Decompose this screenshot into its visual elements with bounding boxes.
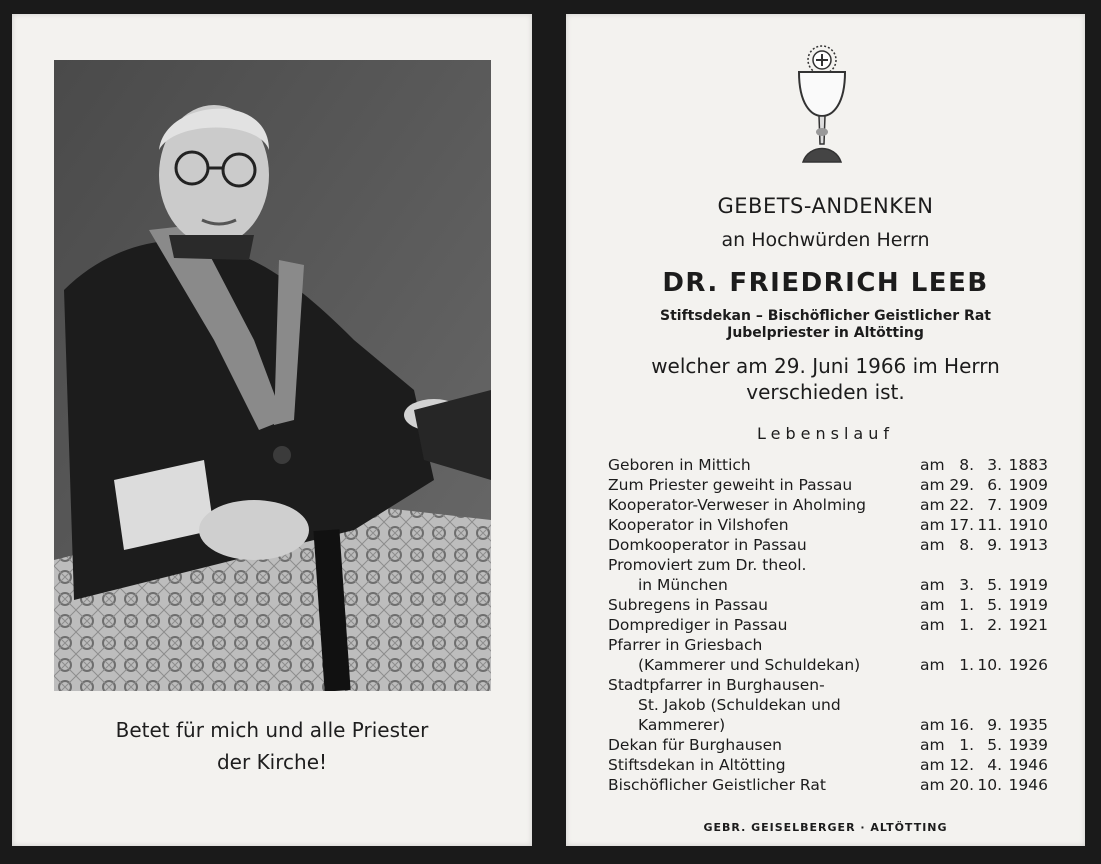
cv-date-year: 1909 — [1008, 476, 1048, 494]
death-notice-line: verschieden ist. — [746, 380, 905, 404]
cv-date-am: am — [920, 736, 945, 754]
cv-entry — [608, 755, 1048, 775]
cv-entry-line: (Kammerer und Schuldekan) — [638, 656, 861, 674]
cv-entry-date — [920, 575, 1048, 595]
cv-date-day: 1. — [959, 616, 974, 634]
cv-entry-line: Zum Priester geweiht in Passau — [608, 476, 853, 494]
death-notice-line: welcher am 29. Juni 1966 im Herrn — [651, 354, 1000, 378]
cv-date-am: am — [920, 716, 945, 734]
cv-date-am: am — [920, 596, 945, 614]
chalice-icon — [793, 44, 851, 170]
cv-entry-line: Domprediger in Passau — [608, 616, 788, 634]
cv-entry-date — [920, 735, 1048, 755]
cv-entry-line: Bischöflicher Geistlicher Rat — [608, 776, 826, 794]
card-subtitle: an Hochwürden Herrn — [721, 229, 930, 251]
right-card — [566, 14, 1085, 846]
cv-date-month: 6. — [987, 476, 1002, 494]
cv-entry — [608, 535, 1048, 555]
prayer-text — [12, 714, 532, 778]
cv-list — [608, 455, 1048, 795]
cv-date-am: am — [920, 536, 945, 554]
cv-heading: Lebenslauf — [757, 424, 894, 443]
cv-date-year: 1935 — [1008, 716, 1048, 734]
portrait-photo — [54, 60, 491, 691]
cv-date-year: 1946 — [1008, 756, 1048, 774]
cv-entry-line: Promoviert zum Dr. theol. — [608, 556, 807, 574]
cv-entry — [608, 475, 1048, 495]
cv-date-am: am — [920, 656, 945, 674]
cv-entry-date — [920, 615, 1048, 635]
cv-entry-date — [920, 755, 1048, 775]
cv-entry-line: Stadtpfarrer in Burghausen- — [608, 676, 825, 694]
cv-date-day: 1. — [959, 656, 974, 674]
prayer-line: der Kirche! — [216, 750, 328, 774]
cv-date-am: am — [920, 776, 945, 794]
cv-date-day: 8. — [959, 456, 974, 474]
cv-date-month: 11. — [977, 516, 1002, 534]
cv-entry-line: in München — [638, 576, 728, 594]
cv-date-month: 4. — [987, 756, 1002, 774]
cv-date-am: am — [920, 756, 945, 774]
cv-date-month: 3. — [987, 456, 1002, 474]
cv-entry — [608, 495, 1048, 515]
cv-date-day: 20. — [949, 776, 974, 794]
cv-date-year: 1921 — [1008, 616, 1048, 634]
cv-date-year: 1946 — [1008, 776, 1048, 794]
role-line: Jubelpriester in Altötting — [727, 325, 924, 341]
cv-date-month: 2. — [987, 616, 1002, 634]
cv-entry-date — [920, 655, 1048, 675]
cv-date-day: 17. — [949, 516, 974, 534]
cv-entry-date — [920, 535, 1048, 555]
cv-date-year: 1909 — [1008, 496, 1048, 514]
cv-date-month: 5. — [987, 736, 1002, 754]
card-title: GEBETS-ANDENKEN — [717, 194, 934, 218]
cv-entry-date — [920, 475, 1048, 495]
cv-date-am: am — [920, 576, 945, 594]
cv-entry-line: Geboren in Mittich — [608, 456, 751, 474]
cv-date-day: 3. — [959, 576, 974, 594]
cv-entry-date — [920, 595, 1048, 615]
portrait-illustration — [54, 60, 491, 691]
cv-entry — [608, 555, 1048, 595]
cv-entry-line: Domkooperator in Passau — [608, 536, 807, 554]
cv-date-am: am — [920, 476, 945, 494]
cv-date-month: 10. — [977, 776, 1002, 794]
cv-entry — [608, 595, 1048, 615]
cv-date-year: 1919 — [1008, 596, 1048, 614]
cv-date-year: 1926 — [1008, 656, 1048, 674]
cv-date-month: 5. — [987, 576, 1002, 594]
cv-entry — [608, 635, 1048, 675]
cv-date-day: 29. — [949, 476, 974, 494]
cv-date-year: 1919 — [1008, 576, 1048, 594]
cv-date-month: 10. — [977, 656, 1002, 674]
cv-entry-line: Stiftsdekan in Altötting — [608, 756, 786, 774]
cv-date-month: 7. — [987, 496, 1002, 514]
deceased-name: DR. FRIEDRICH LEEB — [662, 268, 989, 298]
cv-entry — [608, 735, 1048, 755]
cv-entry-line: St. Jakob (Schuldekan und — [638, 696, 841, 714]
cv-entry-date — [920, 715, 1048, 735]
cv-entry — [608, 515, 1048, 535]
cv-date-day: 1. — [959, 736, 974, 754]
cv-date-day: 12. — [949, 756, 974, 774]
cv-date-month: 9. — [987, 716, 1002, 734]
cv-date-am: am — [920, 616, 945, 634]
cv-date-day: 22. — [949, 496, 974, 514]
cv-entry-date — [920, 515, 1048, 535]
cv-entry-line: Dekan für Burghausen — [608, 736, 782, 754]
role-line: Stiftsdekan – Bischöflicher Geistlicher Rat — [660, 308, 991, 324]
cv-entry-line: Kooperator in Vilshofen — [608, 516, 789, 534]
cv-entry — [608, 675, 1048, 735]
cv-date-month: 9. — [987, 536, 1002, 554]
cv-entry-date — [920, 455, 1048, 475]
cv-entry-date — [920, 775, 1048, 795]
cv-entry-date — [920, 495, 1048, 515]
cv-entry — [608, 775, 1048, 795]
cv-date-day: 16. — [949, 716, 974, 734]
printer-imprint: GEBR. GEISELBERGER · ALTÖTTING — [703, 821, 948, 834]
cv-entry-line: Pfarrer in Griesbach — [608, 636, 763, 654]
cv-date-year: 1910 — [1008, 516, 1048, 534]
cv-entry-line: Subregens in Passau — [608, 596, 768, 614]
cv-date-am: am — [920, 456, 945, 474]
cv-entry-line: Kammerer) — [638, 716, 726, 734]
cv-date-year: 1913 — [1008, 536, 1048, 554]
cv-date-day: 8. — [959, 536, 974, 554]
left-card — [12, 14, 532, 846]
cv-date-year: 1939 — [1008, 736, 1048, 754]
cv-date-year: 1883 — [1008, 456, 1048, 474]
cv-date-day: 1. — [959, 596, 974, 614]
cv-date-month: 5. — [987, 596, 1002, 614]
cv-entry-line: Kooperator-Verweser in Aholming — [608, 496, 867, 514]
cv-date-am: am — [920, 496, 945, 514]
cv-entry — [608, 455, 1048, 475]
prayer-line: Betet für mich und alle Priester — [115, 718, 429, 742]
cv-entry — [608, 615, 1048, 635]
cv-date-am: am — [920, 516, 945, 534]
